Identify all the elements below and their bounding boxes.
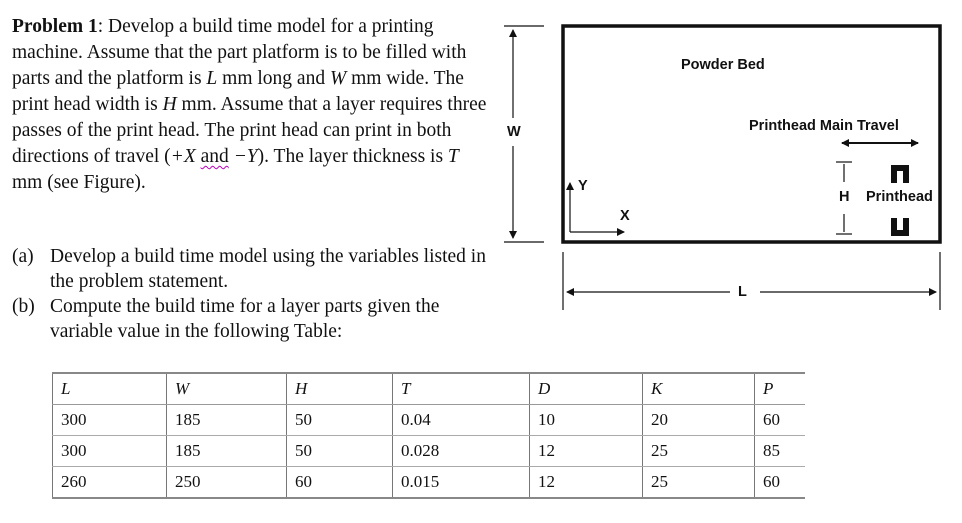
h-label: H xyxy=(839,189,850,205)
table-cell: 300 xyxy=(53,405,167,436)
table-cell: 260 xyxy=(53,467,167,499)
powder-bed-label: Powder Bed xyxy=(681,57,765,73)
part-a xyxy=(12,244,492,294)
printhead-bottom xyxy=(891,218,909,236)
header-k: K xyxy=(643,373,755,405)
variables-table xyxy=(52,372,805,499)
header-p: P xyxy=(755,373,806,405)
problem-label: Problem 1 xyxy=(12,16,98,37)
statement-text: mm long and xyxy=(217,68,330,89)
table-cell: 60 xyxy=(755,405,806,436)
table-cell: 25 xyxy=(643,436,755,467)
statement-text: mm wide. The print head width is xyxy=(12,68,464,115)
table-cell: 185 xyxy=(167,405,287,436)
table-cell: 60 xyxy=(755,467,806,499)
part-label: (a) xyxy=(12,246,34,267)
header-l: L xyxy=(53,373,167,405)
table-row xyxy=(53,405,806,436)
printhead-main-travel-label: Printhead Main Travel xyxy=(749,118,899,134)
part-b xyxy=(12,294,492,344)
figure-drawing xyxy=(500,0,962,330)
x-axis-label: X xyxy=(620,208,630,224)
printhead-top xyxy=(891,165,909,183)
table-cell: 50 xyxy=(287,405,393,436)
table-cell: 185 xyxy=(167,436,287,467)
printhead-label: Printhead xyxy=(866,189,933,205)
statement-text: : Develop a build time model for a printing machine. Assume that the part platform is to be filled with parts and the platform is xyxy=(12,16,467,89)
statement-text: ). The layer thickness is xyxy=(257,146,448,167)
part-text: Compute the build time for a layer parts given the variable value in the following Table: xyxy=(50,296,440,342)
table-cell: 10 xyxy=(530,405,643,436)
problem-statement xyxy=(12,14,487,196)
statement-text: mm (see Figure). xyxy=(12,172,146,193)
table-cell: 12 xyxy=(530,467,643,499)
direction-y: −Y xyxy=(228,146,258,167)
table-cell: 20 xyxy=(643,405,755,436)
table-cell: 25 xyxy=(643,467,755,499)
table-cell: 60 xyxy=(287,467,393,499)
var-l: L xyxy=(206,68,218,89)
header-h: H xyxy=(287,373,393,405)
var-h: H xyxy=(162,94,177,115)
statement-text: mm. Assume that a layer requires three passes of the print head. The print head can print in both directions of travel ( xyxy=(12,94,487,167)
var-w: W xyxy=(329,68,347,89)
table-header-row xyxy=(53,373,806,405)
and-word: and xyxy=(200,146,229,167)
sub-questions xyxy=(12,244,492,344)
table-cell: 0.015 xyxy=(393,467,530,499)
table-cell: 300 xyxy=(53,436,167,467)
table-row xyxy=(53,436,806,467)
var-t: T xyxy=(447,146,459,167)
table-cell: 0.028 xyxy=(393,436,530,467)
header-d: D xyxy=(530,373,643,405)
part-text: Develop a build time model using the variables listed in the problem statement. xyxy=(50,246,486,292)
table-cell: 12 xyxy=(530,436,643,467)
table-row xyxy=(53,467,806,499)
powder-bed-figure xyxy=(500,0,962,330)
l-dimension xyxy=(563,252,940,310)
direction-x: +X xyxy=(170,146,196,167)
part-label: (b) xyxy=(12,296,35,317)
table-cell: 0.04 xyxy=(393,405,530,436)
l-label: L xyxy=(738,284,747,300)
y-axis-label: Y xyxy=(578,178,588,194)
header-t: T xyxy=(393,373,530,405)
table-cell: 85 xyxy=(755,436,806,467)
table-cell: 250 xyxy=(167,467,287,499)
header-w: W xyxy=(167,373,287,405)
w-label: W xyxy=(507,124,521,140)
table-cell: 50 xyxy=(287,436,393,467)
